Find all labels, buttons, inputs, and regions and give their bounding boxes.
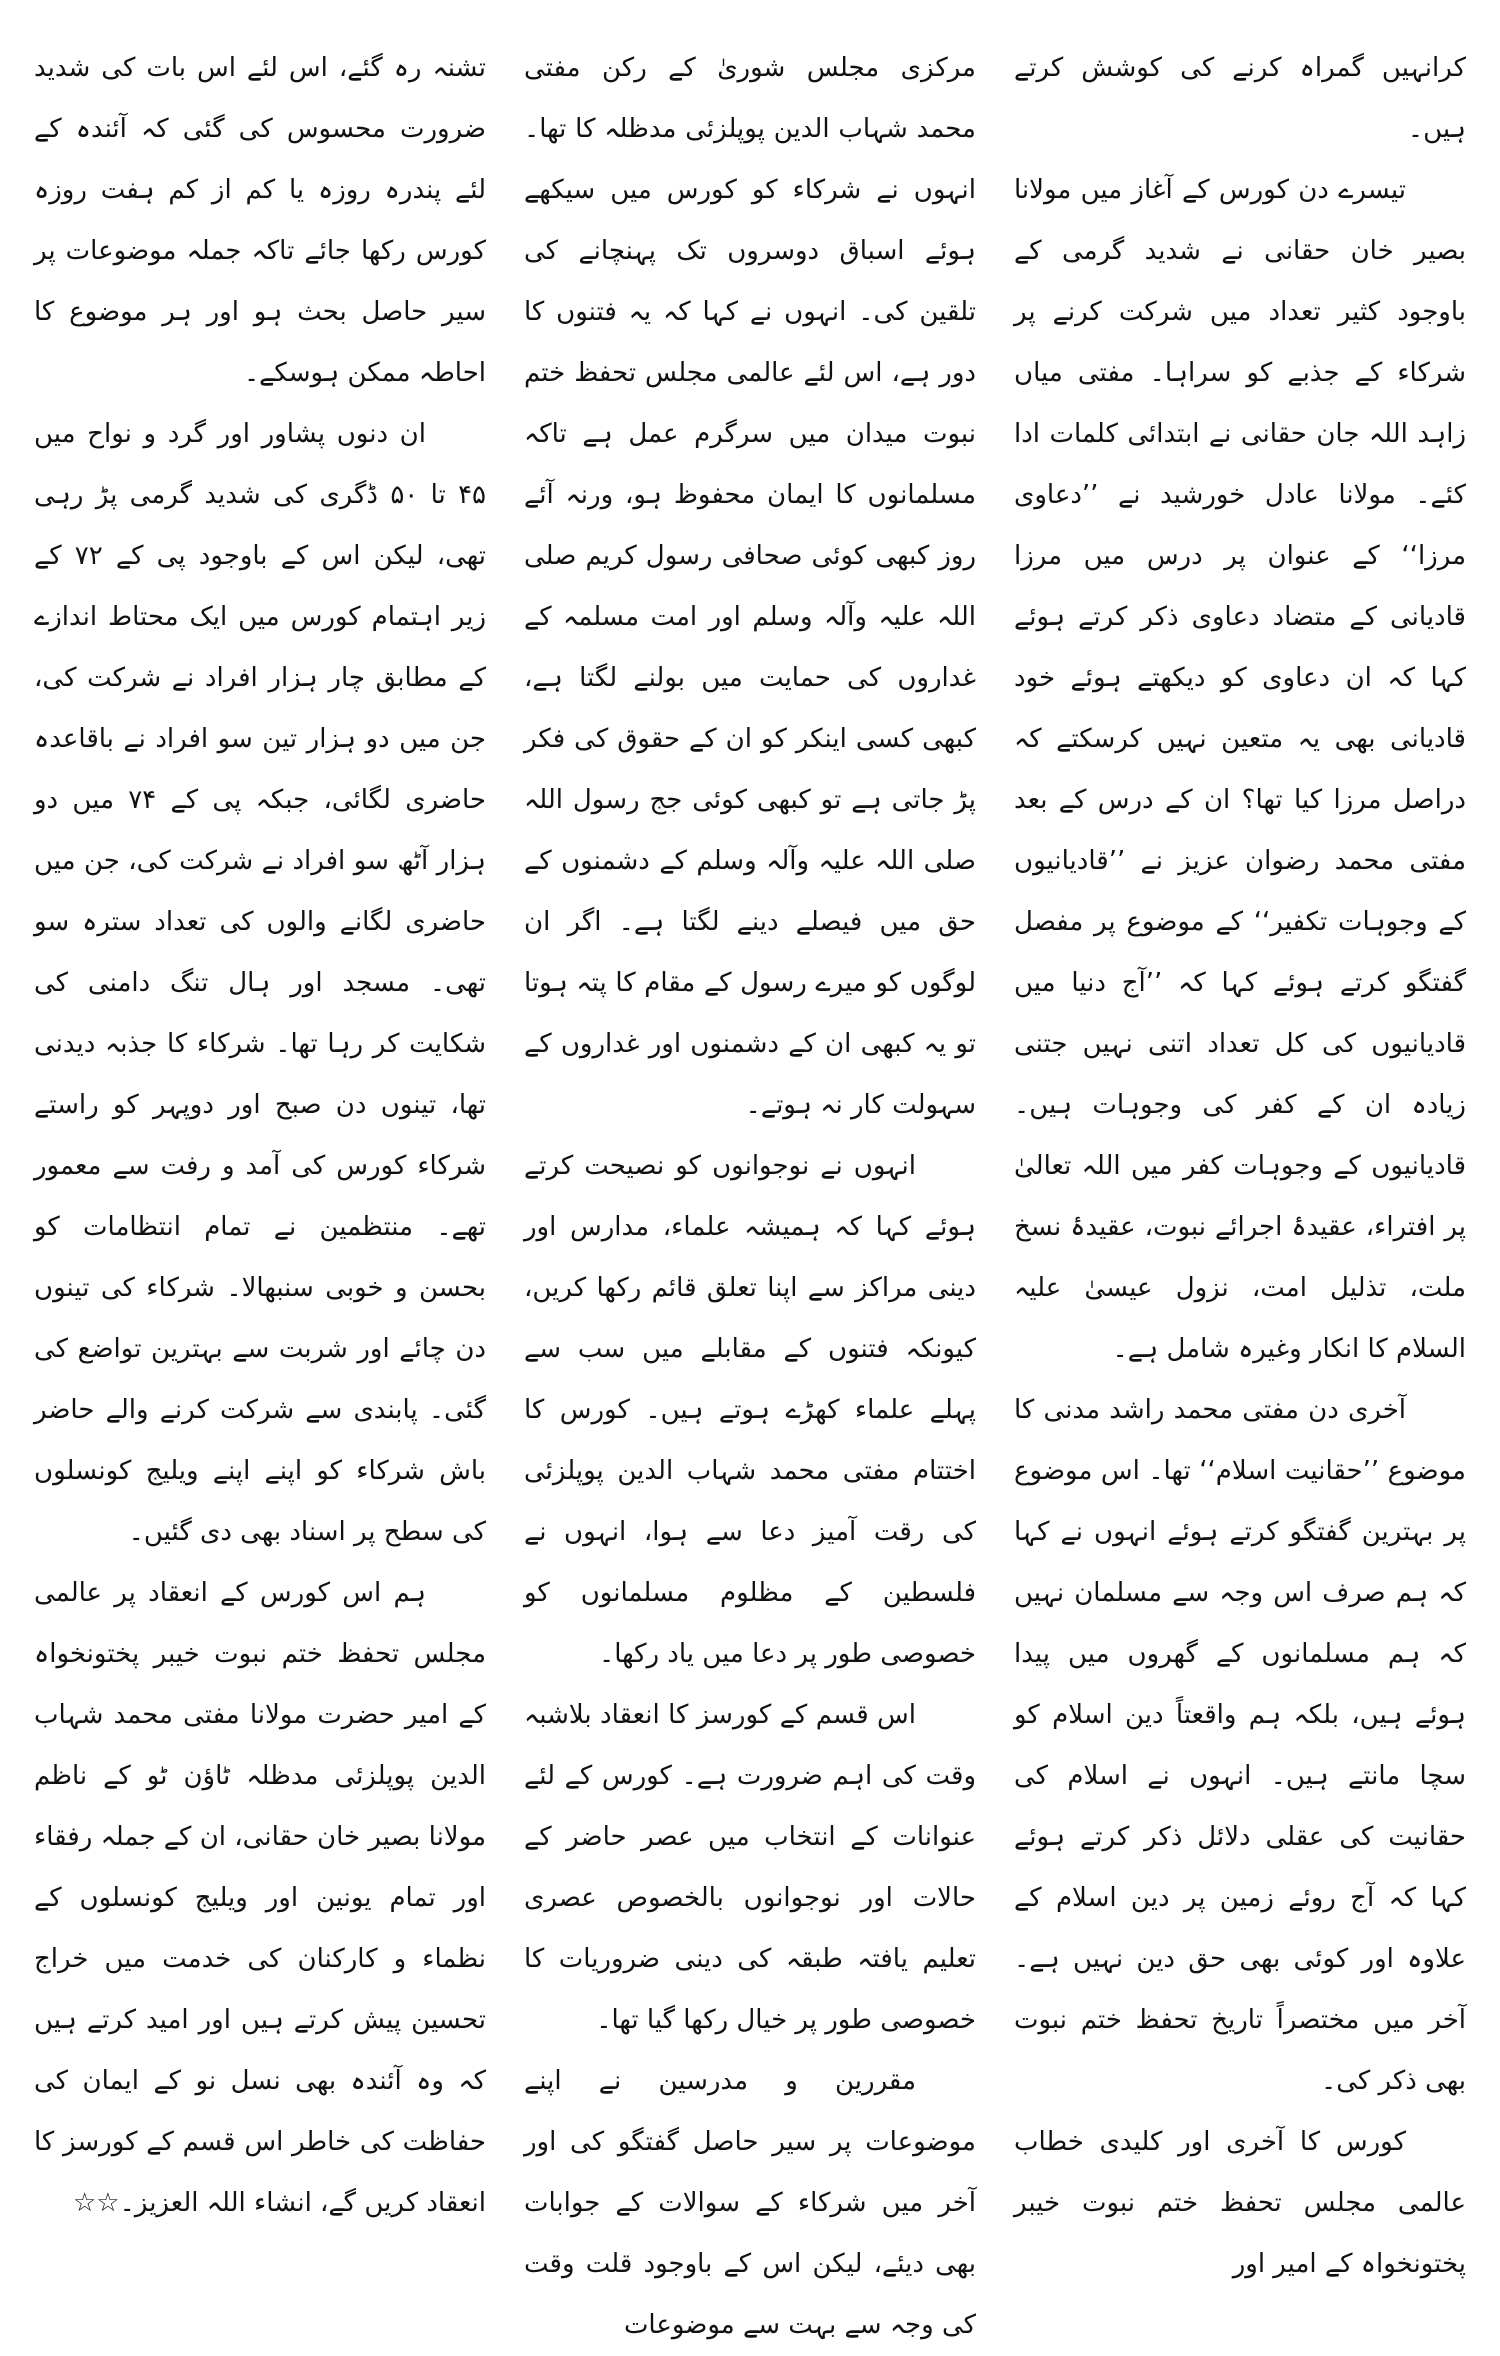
paragraph: تشنہ رہ گئے، اس لئے اس بات کی شدید ضرورت محسوس کی گئی کہ آئندہ کے لئے پندرہ روزہ یا کم از کم ہفت روزہ کورس رکھا جائے تاکہ جملہ موضوعات پر سیر حاصل بحث ہو اور ہر موضوع کا احاطہ ممکن ہوسکے۔ bbox=[34, 53, 486, 388]
paragraph: اس قسم کے کورسز کا انعقاد بلاشبہ وقت کی اہم ضرورت ہے۔ کورس کے لئے عنوانات کے انتخاب میں عصر حاضر کے حالات اور نوجوانوں بالخصوص عصری تعلیم یافتہ طبقہ کی دینی ضروریات کا خصوصی طور پر خیال رکھا گیا تھا۔ bbox=[524, 1700, 976, 2035]
paragraph: ان دنوں پشاور اور گرد و نواح میں ۴۵ تا ۵۰ ڈگری کی شدید گرمی پڑ رہی تھی، لیکن اس کے باوجود پی کے ۷۲ کے زیر اہتمام کورس میں ایک محتاط اندازے کے مطابق چار ہزار افراد نے شرکت کی، جن میں دو ہزار تین سو افراد نے باقاعدہ حاضری لگائی، جبکہ پی کے ۷۴ میں دو ہزار آٹھ سو افراد نے شرکت کی، جن میں حاضری لگانے والوں کی تعداد سترہ سو تھی۔ مسجد اور ہال تنگ دامنی کی شکایت کر رہا تھا۔ شرکاء کا جذبہ دیدنی تھا، تینوں دن صبح اور دوپہر کو راستے شرکاء کورس کی آمد و رفت سے معمور تھے۔ منتظمین نے تمام انتظامات کو بحسن و خوبی سنبھالا۔ شرکاء کی تینوں دن چائے اور شربت سے بہترین تواضع کی گئی۔ پابندی سے شرکت کرنے والے حاضر باش شرکاء کو اپنے اپنے ویلیج کونسلوں کی سطح پر اسناد بھی دی گئیں۔ bbox=[34, 419, 487, 1547]
paragraph: کورس کا آخری اور کلیدی خطاب عالمی مجلس تحفظ ختم نبوت خیبر پختونخواہ کے امیر اور bbox=[1014, 2127, 1466, 2279]
paragraph: تیسرے دن کورس کے آغاز میں مولانا بصیر خان حقانی نے شدید گرمی کے باوجود کثیر تعداد میں شرکت کرنے پر شرکاء کے جذبے کو سراہا۔ مفتی میاں زاہد اللہ جان حقانی نے ابتدائی کلمات ادا کئے۔ مولانا عادل خورشید نے ’’دعاوی مرزا‘‘ کے عنوان پر درس میں مرزا قادیانی کے متضاد دعاوی ذکر کرتے ہوئے کہا کہ ان دعاوی کو دیکھتے ہوئے خود قادیانی بھی یہ متعین نہیں کرسکتے کہ دراصل مرزا کیا تھا؟ ان کے درس کے بعد مفتی محمد رضوان عزیز نے ’’قادیانیوں کے وجوہات تکفیر‘‘ کے موضوع پر مفصل گفتگو کرتے ہوئے کہا کہ ’’آج دنیا میں قادیانیوں کی کل تعداد اتنی نہیں جتنی زیادہ ان کے کفر کی وجوہات ہیں۔ قادیانیوں کے وجوہات کفر میں اللہ تعالیٰ پر افتراء، عقیدۂ اجرائے نبوت، عقیدۂ نسخ ملت، تذلیل امت، نزول عیسیٰ علیہ السلام کا انکار وغیرہ شامل ہے۔ bbox=[1014, 175, 1466, 1364]
paragraph: مقررین و مدرسین نے اپنے موضوعات پر سیر حاصل گفتگو کی اور آخر میں شرکاء کے سوالات کے جوابات بھی دیئے، لیکن اس کے باوجود قلت وقت کی وجہ سے بہت سے موضوعات bbox=[524, 2066, 976, 2340]
paragraph: ہم اس کورس کے انعقاد پر عالمی مجلس تحفظ ختم نبوت خیبر پختونخواہ کے امیر حضرت مولانا مفتی محمد شہاب الدین پوپلزئی مدظلہ ٹاؤن ٹو کے ناظم مولانا بصیر خان حقانی، ان کے جملہ رفقاء اور تمام یونین اور ویلیج کونسلوں کے نظماء و کارکنان کی خدمت میں خراج تحسین پیش کرتے ہیں اور امید کرتے ہیں کہ وہ آئندہ بھی نسل نو کے ایمان کی حفاظت کی خاطر اس قسم کے کورسز کا انعقاد کریں گے، انشاء اللہ العزیز۔☆☆ bbox=[34, 1578, 486, 2218]
column-right bbox=[1014, 38, 1466, 2279]
column-left bbox=[34, 38, 487, 2218]
column-middle bbox=[524, 38, 976, 2340]
paragraph: کرانہیں گمراہ کرنے کی کوشش کرتے ہیں۔ bbox=[1014, 53, 1466, 144]
paragraph: انہوں نے نوجوانوں کو نصیحت کرتے ہوئے کہا کہ ہمیشہ علماء، مدارس اور دینی مراکز سے اپنا تعلق قائم رکھا کریں، کیونکہ فتنوں کے مقابلے میں سب سے پہلے علماء کھڑے ہوتے ہیں۔ کورس کا اختتام مفتی محمد شہاب الدین پوپلزئی کی رقت آمیز دعا سے ہوا، انہوں نے فلسطین کے مظلوم مسلمانوں کو خصوصی طور پر دعا میں یاد رکھا۔ bbox=[524, 1151, 976, 1669]
paragraph: مرکزی مجلس شوریٰ کے رکن مفتی محمد شہاب الدین پوپلزئی مدظلہ کا تھا۔ انہوں نے شرکاء کو کورس میں سیکھے ہوئے اسباق دوسروں تک پہنچانے کی تلقین کی۔ انہوں نے کہا کہ یہ فتنوں کا دور ہے، اس لئے عالمی مجلس تحفظ ختم نبوت میدان میں سرگرم عمل ہے تاکہ مسلمانوں کا ایمان محفوظ ہو، ورنہ آئے روز کبھی کوئی صحافی رسول کریم صلی اللہ علیہ وآلہ وسلم اور امت مسلمہ کے غداروں کی حمایت میں بولنے لگتا ہے، کبھی کسی اینکر کو ان کے حقوق کی فکر پڑ جاتی ہے تو کبھی کوئی جج رسول اللہ صلی اللہ علیہ وآلہ وسلم کے دشمنوں کے حق میں فیصلے دینے لگتا ہے۔ اگر ان لوگوں کو میرے رسول کے مقام کا پتہ ہوتا تو یہ کبھی ان کے دشمنوں اور غداروں کے سہولت کار نہ ہوتے۔ bbox=[524, 53, 976, 1120]
paragraph: آخری دن مفتی محمد راشد مدنی کا موضوع ’’حقانیت اسلام‘‘ تھا۔ اس موضوع پر بہترین گفتگو کرتے ہوئے انہوں نے کہا کہ ہم صرف اس وجہ سے مسلمان نہیں کہ ہم مسلمانوں کے گھروں میں پیدا ہوئے ہیں، بلکہ ہم واقعتاً دین اسلام کو سچا مانتے ہیں۔ انہوں نے اسلام کی حقانیت کی عقلی دلائل ذکر کرتے ہوئے کہا کہ آج روئے زمین پر دین اسلام کے علاوہ اور کوئی بھی حق دین نہیں ہے۔ آخر میں مختصراً تاریخ تحفظ ختم نبوت بھی ذکر کی۔ bbox=[1014, 1395, 1466, 2096]
